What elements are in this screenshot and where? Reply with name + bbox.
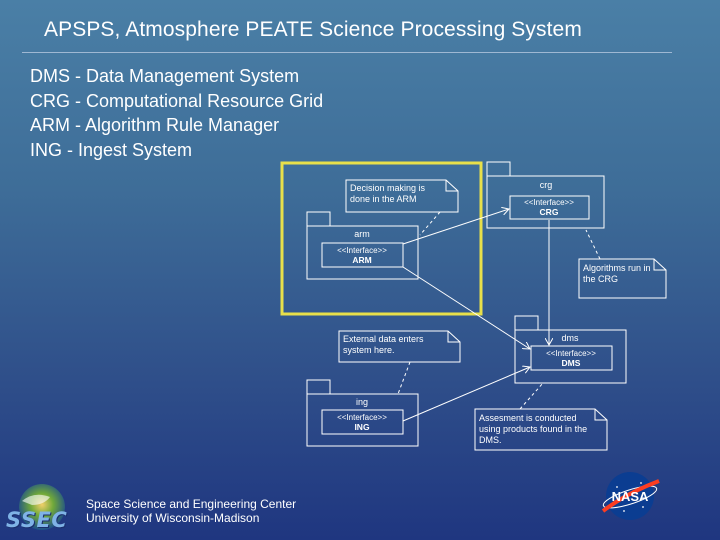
note-decision bbox=[346, 180, 458, 212]
connector-external-ing bbox=[398, 362, 410, 394]
slide-title: APSPS, Atmosphere PEATE Science Processing System bbox=[44, 18, 582, 41]
package-arm-name: arm bbox=[354, 229, 370, 239]
note-assessment bbox=[475, 409, 607, 450]
abbreviation-item-dms: DMS - Data Management System bbox=[30, 66, 300, 86]
package-ing bbox=[307, 380, 418, 446]
package-arm bbox=[307, 212, 418, 279]
package-ing-name: ing bbox=[355, 397, 369, 407]
abbreviation-item-crg: CRG - Computational Resource Grid bbox=[30, 90, 324, 111]
component-arm-stereotype: <<Interface>> bbox=[337, 246, 387, 255]
connector-assessment-dms bbox=[520, 383, 543, 409]
note-external-line2: system here. bbox=[343, 345, 395, 355]
component-crg-label: CRG bbox=[539, 207, 559, 217]
note-algorithms-line2: the CRG bbox=[583, 274, 619, 284]
component-ing-stereotype: <<Interface>> bbox=[337, 413, 387, 422]
note-connectors bbox=[398, 212, 600, 409]
package-crg bbox=[487, 162, 604, 228]
nasa-logo-text: NASA bbox=[611, 489, 649, 504]
connector-decision-arm bbox=[420, 212, 440, 235]
component-dms-label: DMS bbox=[561, 358, 581, 368]
package-dms-name: dms bbox=[561, 333, 579, 343]
note-decision-line1: Decision making is bbox=[350, 183, 426, 193]
package-crg-name: crg bbox=[539, 180, 553, 190]
component-dms-stereotype: <<Interface>> bbox=[546, 349, 596, 358]
component-arm-label: ARM bbox=[352, 255, 372, 265]
footer-organization: Space Science and Engineering Center bbox=[86, 497, 297, 511]
note-decision-line2: done in the ARM bbox=[350, 194, 417, 204]
ssec-logo-text: SSEC bbox=[6, 508, 68, 532]
note-assessment-line1: Assesment is conducted bbox=[479, 413, 577, 423]
footer bbox=[86, 497, 296, 525]
connector-algorithms-crg bbox=[586, 230, 600, 259]
footer-university: University of Wisconsin-Madison bbox=[86, 511, 260, 525]
component-crg-stereotype: <<Interface>> bbox=[524, 198, 574, 207]
note-assessment-line3: DMS. bbox=[479, 435, 502, 445]
package-dms bbox=[515, 316, 626, 383]
nasa-logo bbox=[597, 467, 663, 525]
note-external-line1: External data enters bbox=[343, 334, 424, 344]
note-algorithms-line1: Algorithms run in bbox=[583, 263, 651, 273]
abbreviation-item-arm: ARM - Algorithm Rule Manager bbox=[30, 115, 280, 135]
note-external bbox=[339, 331, 460, 362]
component-ing-label: ING bbox=[354, 422, 370, 432]
note-assessment-line2: using products found in the bbox=[479, 424, 588, 434]
abbreviation-item-ing: ING - Ingest System bbox=[30, 139, 193, 160]
arrow-arm-to-crg bbox=[403, 209, 509, 244]
note-algorithms bbox=[579, 259, 666, 298]
